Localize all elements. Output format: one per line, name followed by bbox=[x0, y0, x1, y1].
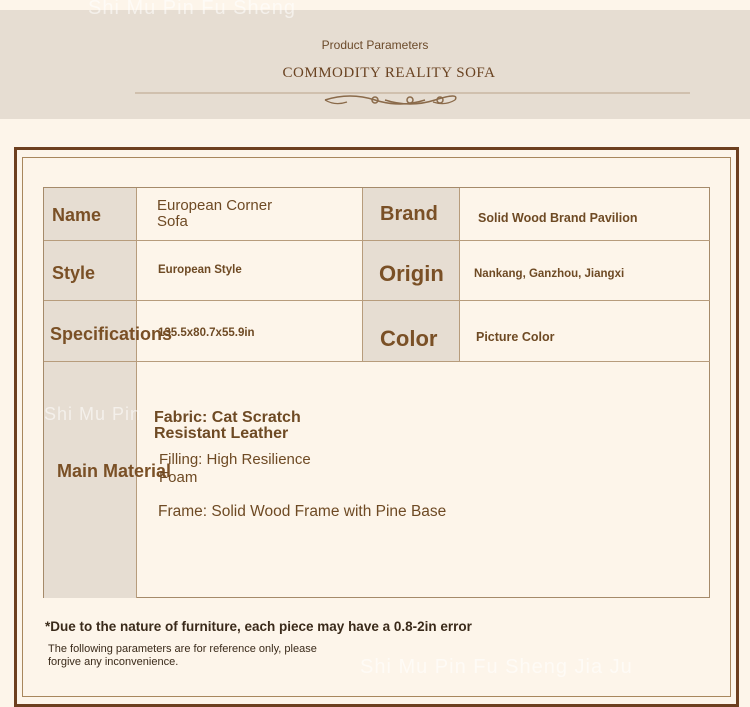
name-label: Name bbox=[52, 205, 102, 225]
spec-value: 135.5x80.7x55.9in bbox=[158, 327, 255, 339]
header-title: COMMODITY REALITY SOFA bbox=[282, 65, 496, 81]
origin-label: Origin bbox=[379, 261, 444, 286]
color-label: Color bbox=[380, 326, 438, 351]
material-fabric: Fabric: Cat Scratch Resistant Leather bbox=[154, 409, 301, 442]
header-subtitle: Product Parameters bbox=[321, 38, 429, 52]
reference-note: The following parameters are for reference only, please forgive any inconvenience. bbox=[48, 643, 317, 668]
spec-label: Specifications bbox=[50, 324, 173, 344]
color-value: Picture Color bbox=[476, 330, 555, 344]
watermark-middle: Shi Mu Pin bbox=[44, 404, 142, 424]
brand-label: Brand bbox=[380, 203, 438, 225]
style-value: European Style bbox=[158, 264, 242, 276]
watermark-top: Shi Mu Pin Fu Sheng bbox=[88, 0, 296, 19]
parameter-table bbox=[43, 187, 710, 598]
origin-value: Nankang, Ganzhou, Jiangxi bbox=[474, 268, 625, 280]
material-label: Main Material bbox=[57, 461, 172, 481]
ornament-divider-icon bbox=[135, 90, 690, 110]
material-filling: Filling: High Resilience Foam bbox=[159, 451, 311, 486]
watermark-bottom: Shi Mu Pin Fu Sheng Jia Ju bbox=[360, 656, 633, 678]
style-label: Style bbox=[52, 263, 96, 283]
material-frame: Frame: Solid Wood Frame with Pine Base bbox=[158, 503, 447, 520]
header-banner bbox=[0, 10, 750, 119]
header-top-strip bbox=[0, 0, 750, 10]
error-note: *Due to the nature of furniture, each piece may have a 0.8-2in error bbox=[45, 619, 472, 634]
brand-value: Solid Wood Brand Pavilion bbox=[478, 211, 638, 225]
name-value: European Corner Sofa bbox=[157, 197, 273, 230]
